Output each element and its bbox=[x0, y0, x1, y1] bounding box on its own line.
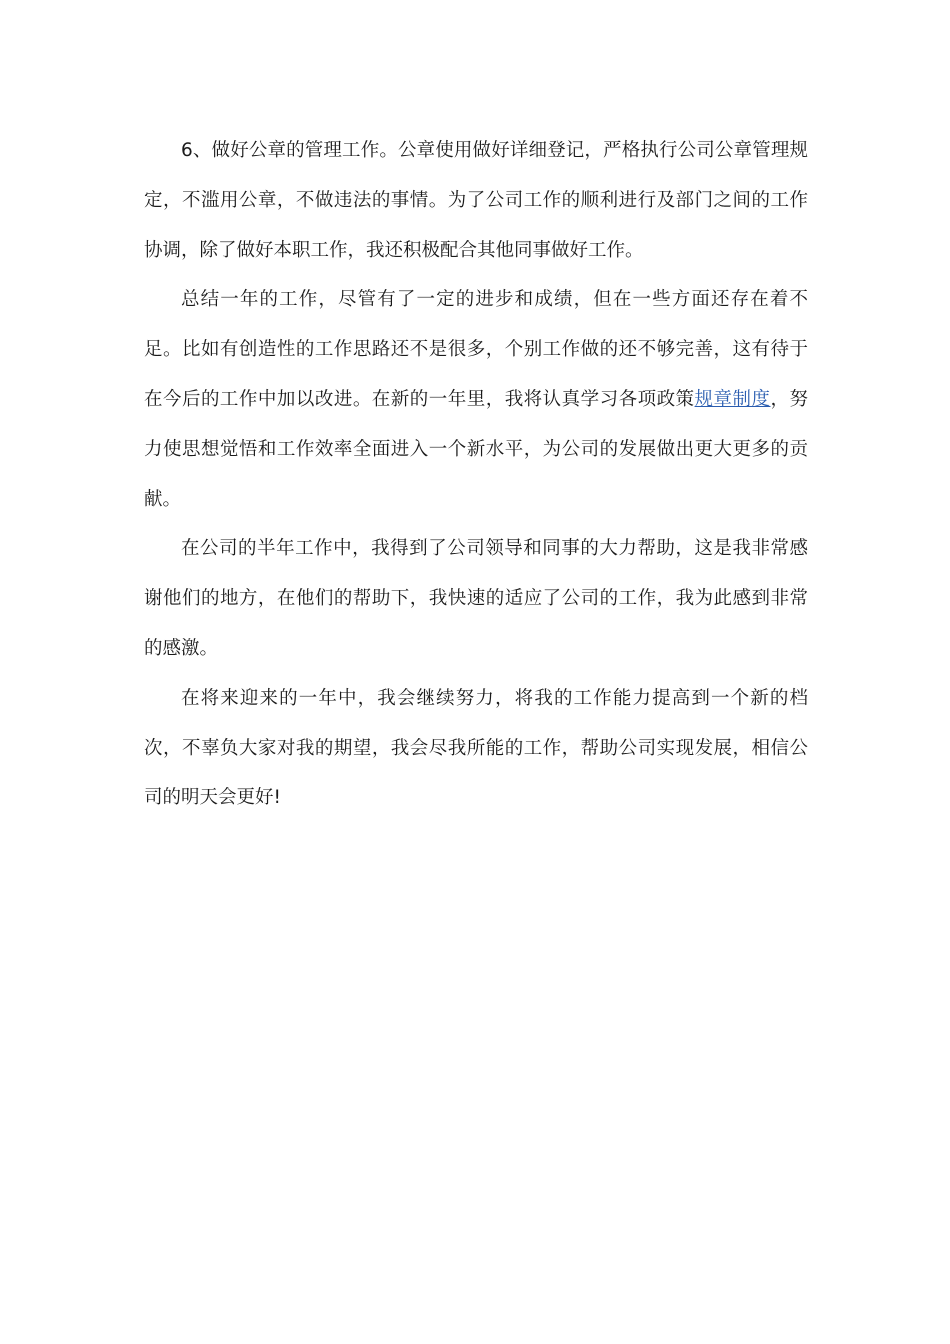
paragraph-future-outlook: 在将来迎来的一年中，我会继续努力，将我的工作能力提高到一个新的档次，不辜负大家对我的期望，我会尽我所能的工作，帮助公司实现发展，相信公司的明天会更好! bbox=[144, 687, 808, 809]
paragraph-gratitude: 在公司的半年工作中，我得到了公司领导和同事的大力帮助，这是我非常感谢他们的地方，在他们的帮助下，我快速的适应了公司的工作，我为此感到非常的感激。 bbox=[144, 538, 808, 659]
document-body bbox=[144, 126, 808, 823]
paragraph-year-summary bbox=[144, 275, 808, 524]
paragraph-seal-management: 6、做好公章的管理工作。公章使用做好详细登记，严格执行公司公章管理规定，不滥用公章，不做违法的事情。为了公司工作的顺利进行及部门之间的工作协调，除了做好本职工作，我还积极配合其他同事做好工作。 bbox=[144, 140, 808, 261]
paragraph-year-summary-text-before: 总结一年的工作，尽管有了一定的进步和成绩，但在一些方面还存在着不足。比如有创造性的工作思路还不是很多，个别工作做的还不够完善，这有待于在今后的工作中加以改进。在新的一年里，我将认真学习各项政策 bbox=[144, 289, 808, 410]
rules-regulations-link[interactable]: 规章制度 bbox=[694, 388, 771, 410]
paragraph-year-summary-text-after: ，努力使思想觉悟和工作效率全面进入一个新水平，为公司的发展做出更大更多的贡献。 bbox=[144, 388, 808, 510]
